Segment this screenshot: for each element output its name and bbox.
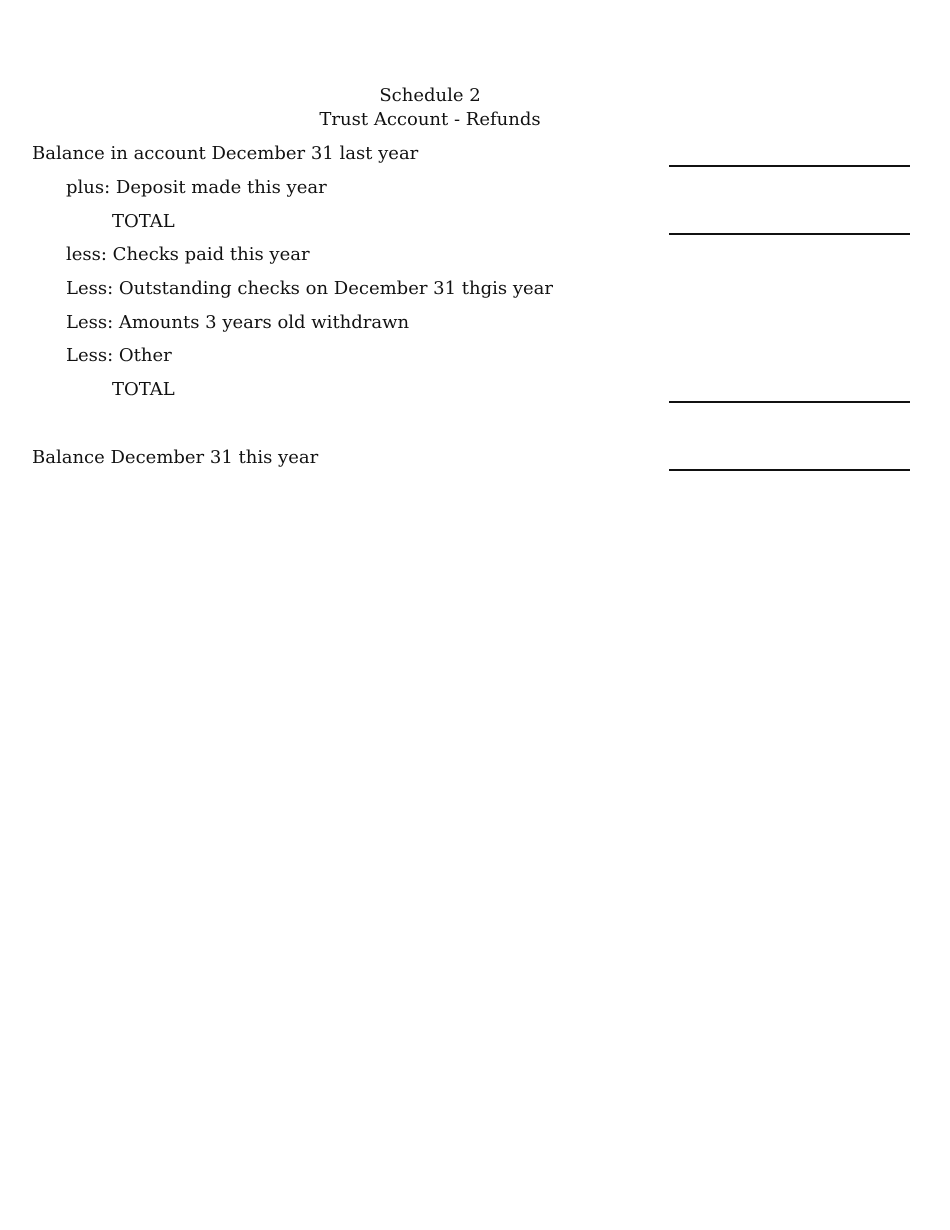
row-total-1	[0, 209, 950, 235]
less-amounts-withdrawn-label: Less: Amounts 3 years old withdrawn	[66, 312, 410, 333]
row-less-checks-paid	[0, 242, 950, 268]
total-1-label: TOTAL	[112, 211, 175, 232]
plus-deposit-label: plus: Deposit made this year	[66, 177, 327, 198]
row-less-outstanding	[0, 276, 950, 302]
balance-this-year-label: Balance December 31 this year	[32, 447, 319, 468]
balance-last-year-blank[interactable]	[669, 165, 910, 167]
row-less-amounts-withdrawn	[0, 310, 950, 336]
total-1-blank[interactable]	[669, 233, 910, 235]
row-plus-deposit	[0, 175, 950, 201]
total-2-blank[interactable]	[669, 401, 910, 403]
row-less-other	[0, 343, 950, 369]
schedule-subtitle: Trust Account - Refunds	[319, 109, 541, 130]
less-outstanding-label: Less: Outstanding checks on December 31 thgis year	[66, 278, 554, 299]
balance-last-year-label: Balance in account December 31 last year	[32, 143, 419, 164]
row-balance-this-year	[0, 445, 950, 471]
less-other-label: Less: Other	[66, 345, 172, 366]
row-balance-last-year	[0, 141, 950, 167]
row-total-2	[0, 377, 950, 403]
total-2-label: TOTAL	[112, 379, 175, 400]
schedule-title: Schedule 2	[379, 85, 481, 106]
less-checks-paid-label: less: Checks paid this year	[66, 244, 310, 265]
balance-this-year-blank[interactable]	[669, 469, 910, 471]
